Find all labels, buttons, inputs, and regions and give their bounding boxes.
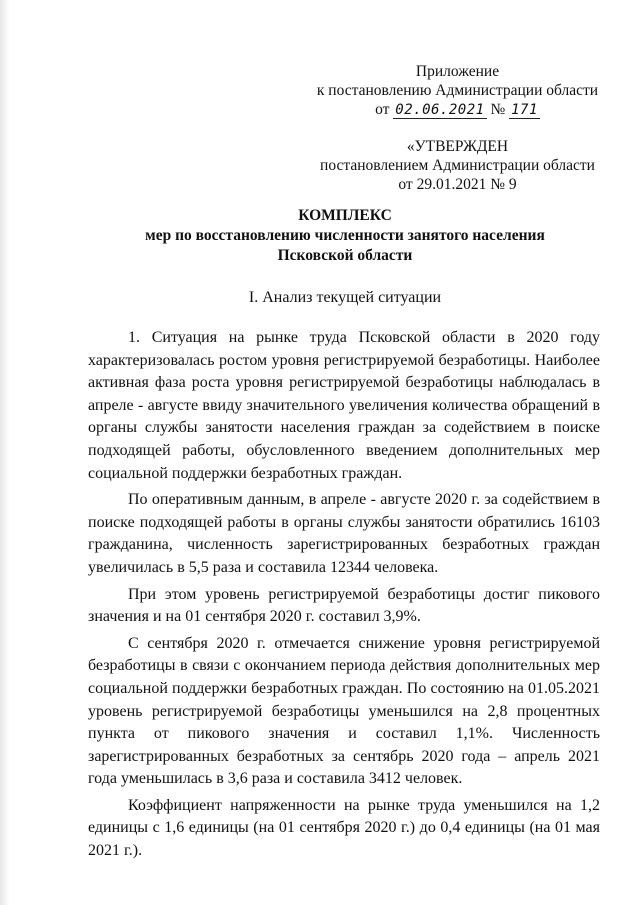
- title-line-3: Псковской области: [277, 247, 413, 264]
- number-prefix: №: [490, 101, 506, 118]
- approval-stamp-text: [315, 137, 600, 194]
- approved-date: от 29.01.2021 № 9: [398, 176, 517, 193]
- paragraph: Коэффициент напряженности на рынке труда уменьшился на 1,2 единицы с 1,6 единицы (на 01 сентября 2020 г.) до 0,4 единицы (на 01 мая 2021 г.).: [88, 796, 600, 860]
- handwritten-number: 171: [511, 102, 538, 118]
- paragraph: По оперативным данным, в апреле - августе 2020 г. за содействием в поиске подходящей работы в органы службы занятости обратились 16103 гражданина, численность зарегистрированных безработных граждан увеличилась в 5,5 раза и составила 12344 человека.: [88, 491, 600, 576]
- document-title: [95, 206, 595, 266]
- title-line-1: КОМПЛЕКС: [298, 207, 392, 224]
- section-title: I. Анализ текущей ситуации: [248, 289, 442, 306]
- body-text: [88, 327, 600, 867]
- approved-by: постановлением Администрации области: [320, 157, 595, 174]
- handwritten-date: 02.06.2021: [395, 102, 485, 118]
- appendix-title: Приложение: [415, 63, 500, 80]
- paragraph: С сентября 2020 г. отмечается снижение уровня регистрируемой безработицы в связи с окончанием периода действия дополнительных мер социальной поддержки безработных граждан. По состоянию на 01.05.2021 уровень регистрируемой безработицы уменьшился на 2,8 процентных пункта от пикового значения и составил 1,1%. Численность зарегистрированных безработных за сентябрь 2020 года – апрель 2021 года уменьшилась в 3,6 раза и составила 3412 человек.: [88, 634, 600, 788]
- approved-label: «УТВЕРЖДЕН: [406, 138, 509, 155]
- scan-edge: [0, 0, 10, 905]
- paragraph: При этом уровень регистрируемой безработицы достиг пикового значения и на 01 сентября 2020 г. составил 3,9%.: [88, 585, 600, 626]
- title-line-2: мер по восстановлению численности занятого населения: [145, 227, 545, 244]
- date-prefix: от: [375, 101, 390, 118]
- appendix-reference: к постановлению Администрации области: [316, 82, 599, 99]
- paragraph: 1. Ситуация на рынке труда Псковской области в 2020 году характеризовалась ростом уровня регистрируемой безработицы. Наиболее активная фаза роста уровня регистрируемой безработицы наблюдалась в апреле - августе ввиду значительного увеличения количества обращений в органы службы занятости населения граждан за содействием в поиске подходящей работы, обусловленного введением дополнительных мер социальной поддержки безработных граждан.: [88, 329, 600, 482]
- appendix-date-line: [315, 100, 600, 120]
- appendix-header: [315, 62, 600, 120]
